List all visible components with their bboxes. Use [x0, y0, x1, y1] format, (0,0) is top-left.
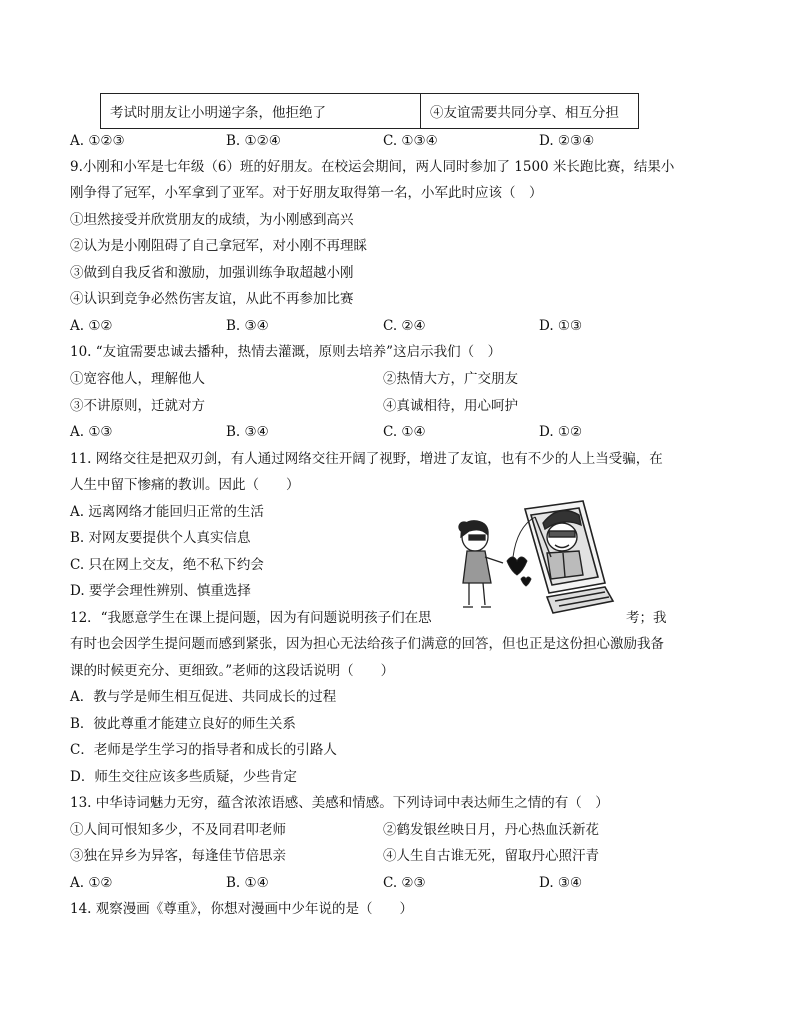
- q9-item-1: ①坦然接受并欣赏朋友的成绩，为小刚感到高兴: [70, 212, 354, 228]
- q13-option-c[interactable]: C. ②③: [383, 875, 426, 891]
- q11-option-d[interactable]: D. 要学会理性辨别、慎重选择: [70, 583, 251, 599]
- q9-option-a[interactable]: A. ①②: [70, 318, 113, 334]
- q10-option-d[interactable]: D. ①②: [539, 424, 583, 440]
- q11-option-b[interactable]: B. 对网友要提供个人真实信息: [70, 530, 251, 546]
- q9-option-b[interactable]: B. ③④: [226, 318, 269, 334]
- answer-table: [100, 93, 639, 129]
- q10-item-1: ①宽容他人，理解他人: [70, 371, 205, 387]
- q13-option-b[interactable]: B. ①④: [226, 875, 269, 891]
- q9-option-d[interactable]: D. ①③: [539, 318, 583, 334]
- q10-stem: 10. “友谊需要忠诚去播种，热情去灌溉，原则去培养”这启示我们（ ）: [70, 344, 502, 360]
- q12-option-c[interactable]: C．老师是学生学习的指导者和成长的引路人: [70, 742, 337, 758]
- q10-option-b[interactable]: B. ③④: [226, 424, 269, 440]
- table-cell-right: ④友谊需要共同分享、相互分担: [430, 105, 619, 121]
- q13-item-1: ①人间可恨知多少，不及同君叩老师: [70, 822, 286, 838]
- online-dating-cartoon-icon: [455, 497, 615, 617]
- q12-stem-line3: 课的时候更充分、更细致。”老师的这段话说明（ ）: [70, 663, 395, 679]
- q9-stem-line1: 9.小刚和小军是七年级（6）班的好朋友。在校运会期间，两人同时参加了 1500 米长跑比赛，结果小: [70, 159, 675, 175]
- q10-option-c[interactable]: C. ①④: [383, 424, 426, 440]
- q12-stem-line1b: 考；我: [626, 610, 667, 626]
- table-cell-left: 考试时朋友让小明递字条，他拒绝了: [101, 94, 421, 128]
- q13-stem: 13. 中华诗词魅力无穷，蕴含浓浓语感、美感和情感。下列诗词中表达师生之情的有（ ）: [70, 795, 609, 811]
- q8-option-a[interactable]: A. ①②③: [70, 133, 125, 149]
- q10-item-3: ③不讲原则，迁就对方: [70, 398, 205, 414]
- q13-item-4: ④人生自古谁无死，留取丹心照汗青: [383, 848, 599, 864]
- q10-option-a[interactable]: A. ①③: [70, 424, 113, 440]
- q13-item-2: ②鹤发银丝映日月，丹心热血沃新花: [383, 822, 599, 838]
- q11-stem-line1: 11. 网络交往是把双刃剑，有人通过网络交往开阔了视野，增进了友谊，也有不少的人上当受骗，在: [70, 451, 663, 467]
- q12-option-d[interactable]: D．师生交往应该多些质疑，少些肯定: [70, 769, 297, 785]
- q12-stem-line2: 有时也会因学生提问题而感到紧张，因为担心无法给孩子们满意的回答，但也正是这份担心激励我备: [70, 636, 664, 652]
- q13-option-d[interactable]: D. ③④: [539, 875, 583, 891]
- q11-option-c[interactable]: C. 只在网上交友，绝不私下约会: [70, 557, 264, 573]
- q11-option-a[interactable]: A. 远离网络才能回归正常的生活: [70, 504, 264, 520]
- q8-option-b[interactable]: B. ①②④: [226, 133, 281, 149]
- q9-item-2: ②认为是小刚阻碍了自己拿冠军，对小刚不再理睬: [70, 238, 367, 254]
- q13-option-a[interactable]: A. ①②: [70, 875, 113, 891]
- q12-stem-line1a: 12．“我愿意学生在课上提问题，因为有问题说明孩子们在思: [70, 610, 432, 626]
- q8-option-d[interactable]: D. ②③④: [539, 133, 595, 149]
- q11-stem-line2: 人生中留下惨痛的教训。因此（ ）: [70, 477, 300, 493]
- q13-item-3: ③独在异乡为异客，每逢佳节倍思亲: [70, 848, 286, 864]
- q14-stem: 14. 观察漫画《尊重》，你想对漫画中少年说的是（ ）: [70, 901, 414, 917]
- q9-item-4: ④认识到竞争必然伤害友谊，从此不再参加比赛: [70, 291, 354, 307]
- q9-stem-line2: 刚争得了冠军，小军拿到了亚军。对于好朋友取得第一名，小军此时应该（ ）: [70, 185, 543, 201]
- q10-item-4: ④真诚相待，用心呵护: [383, 398, 518, 414]
- q9-item-3: ③做到自我反省和激励，加强训练争取超越小刚: [70, 265, 354, 281]
- q12-option-a[interactable]: A．教与学是师生相互促进、共同成长的过程: [70, 689, 337, 705]
- q8-option-c[interactable]: C. ①③④: [383, 133, 438, 149]
- q10-item-2: ②热情大方，广交朋友: [383, 371, 518, 387]
- q12-option-b[interactable]: B．彼此尊重才能建立良好的师生关系: [70, 716, 296, 732]
- q9-option-c[interactable]: C. ②④: [383, 318, 426, 334]
